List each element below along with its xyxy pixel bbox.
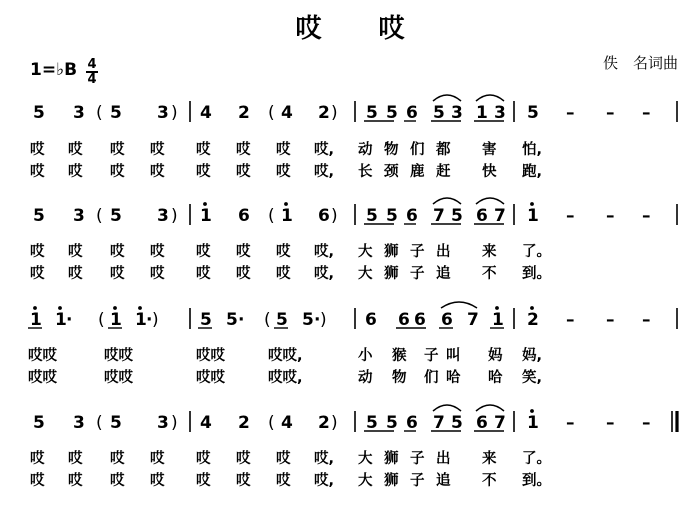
lyric-syllable: 哎哎, (268, 348, 303, 364)
slur (476, 405, 504, 411)
lyric-syllable: 来 (482, 451, 497, 467)
note: 5 (451, 413, 463, 433)
note: 1 (527, 413, 539, 433)
lyric-syllable: 大 (358, 473, 373, 489)
lyric-syllable: 哎 (236, 142, 251, 158)
note: 5 (200, 310, 212, 330)
lyric-syllable: 妈, (522, 348, 543, 364)
dash: – (606, 310, 615, 330)
dash: – (606, 206, 615, 226)
lyric-syllable: 了。 (522, 451, 551, 467)
dash: – (566, 413, 575, 433)
lyric-syllable: 哎 (110, 266, 125, 282)
octave-dot (113, 306, 117, 310)
lyric-syllable: 到。 (522, 266, 551, 282)
lyric-syllable: 哎 (236, 266, 251, 282)
lyric-syllable: 哎, (314, 142, 335, 158)
lyric-syllable: 追 (436, 266, 451, 282)
note: 6 (406, 103, 418, 123)
note: 2 (238, 103, 250, 123)
lyric-syllable: 了。 (522, 244, 551, 260)
lyric-syllable: 哎哎 (28, 370, 57, 386)
octave-dot (203, 202, 207, 206)
note: 4 (200, 413, 212, 433)
note: 7 (467, 310, 479, 330)
dash: – (642, 310, 651, 330)
lyric-syllable: 子 (410, 244, 425, 260)
time-signature-top: 4 (87, 57, 97, 72)
note: 5 (366, 206, 378, 226)
note: 3 (494, 103, 506, 123)
note: 5 (110, 413, 122, 433)
lyric-syllable: 跑, (522, 164, 543, 180)
note: 3 (451, 103, 463, 123)
paren: ) (171, 103, 178, 123)
lyric-syllable: 哎 (110, 451, 125, 467)
note: 1 (492, 310, 504, 330)
note: 1 (476, 103, 488, 123)
slur (433, 198, 461, 204)
lyric-syllable: 哎 (68, 142, 83, 158)
lyric-syllable: 哎哎, (268, 370, 303, 386)
lyric-syllable: 哎 (196, 164, 211, 180)
lyric-syllable: 不 (482, 266, 497, 282)
dash: – (566, 310, 575, 330)
lyric-syllable: 哎 (150, 244, 165, 260)
lyric-syllable: 长 (358, 164, 373, 180)
dash: – (566, 206, 575, 226)
note: 5 (366, 413, 378, 433)
lyric-syllable: 哎, (314, 244, 335, 260)
lyric-syllable: 哎 (236, 244, 251, 260)
note: 4 (200, 103, 212, 123)
paren: ) (331, 413, 338, 433)
lyric-syllable: 大 (358, 244, 373, 260)
note: 3 (157, 103, 169, 123)
lyric-syllable: 哎, (314, 451, 335, 467)
note: 2 (527, 310, 539, 330)
high-octave-dot (530, 409, 534, 413)
note: 1 (55, 310, 67, 330)
note: 6 (318, 206, 330, 226)
lyric-syllable: 哎哎 (196, 370, 225, 386)
lyric-syllable: 来 (482, 244, 497, 260)
paren: ( (96, 413, 103, 433)
lyric-syllable: 猴 (392, 348, 407, 364)
note: 3 (73, 413, 85, 433)
paren: ( (96, 103, 103, 123)
note: 6 (414, 310, 426, 330)
lyric-syllable: 大 (358, 451, 373, 467)
note: 7 (433, 206, 445, 226)
note: 5 (433, 103, 445, 123)
lyric-syllable: 动 (358, 370, 373, 386)
note: 5 (386, 206, 398, 226)
lyric-syllable: 哎 (68, 244, 83, 260)
lyric-syllable: 快 (482, 164, 497, 180)
slur (476, 95, 504, 101)
lyric-syllable: 哎 (236, 451, 251, 467)
lyric-syllable: 哎 (276, 244, 291, 260)
lyric-syllable: 动 (358, 142, 373, 158)
octave-dot (33, 306, 37, 310)
lyric-syllable: 哎 (68, 266, 83, 282)
lyric-syllable: 哎 (68, 473, 83, 489)
lyric-syllable: 哎 (30, 266, 45, 282)
lyric-syllable: 哎 (30, 142, 45, 158)
lyric-syllable: 哎 (110, 164, 125, 180)
lyric-syllable: 哎 (236, 473, 251, 489)
lyric-syllable: 哎, (314, 164, 335, 180)
note: 3 (73, 103, 85, 123)
lyric-syllable: 哎 (196, 451, 211, 467)
note: 6 (238, 206, 250, 226)
paren: ( (268, 413, 275, 433)
note: 5 (366, 103, 378, 123)
octave-dot (58, 306, 62, 310)
lyric-syllable: 哎 (196, 142, 211, 158)
lyric-syllable: 追 (436, 473, 451, 489)
note: 6 (406, 413, 418, 433)
paren: ( (96, 206, 103, 226)
lyric-syllable: 哎 (150, 451, 165, 467)
lyric-syllable: 鹿 (410, 164, 425, 180)
note: 5 (226, 310, 238, 330)
slur (433, 95, 461, 101)
note: 3 (157, 206, 169, 226)
key-signature: 1=♭B (30, 60, 78, 80)
slur (433, 405, 461, 411)
lyric-syllable: 都 (436, 142, 451, 158)
note: 2 (238, 413, 250, 433)
dash: – (642, 413, 651, 433)
paren: ( (98, 310, 105, 330)
lyric-syllable: 怕, (522, 142, 543, 158)
paren: ( (268, 206, 275, 226)
lyric-syllable: 哎 (150, 473, 165, 489)
lyric-syllable: 哎 (110, 473, 125, 489)
lyric-syllable: 哎 (236, 164, 251, 180)
credit: 佚 名词曲 (602, 54, 678, 72)
note: 6 (476, 206, 488, 226)
lyric-syllable: 子 (424, 348, 439, 364)
note: 6 (476, 413, 488, 433)
note: 5 (276, 310, 288, 330)
lyric-syllable: 物 (392, 370, 407, 386)
lyric-syllable: 们 (424, 370, 439, 386)
paren: ) (171, 413, 178, 433)
lyric-syllable: 们 (410, 142, 425, 158)
note: 5 (386, 413, 398, 433)
note: 1 (135, 310, 147, 330)
note: 1 (200, 206, 212, 226)
lyric-syllable: 赶 (436, 164, 451, 180)
lyric-syllable: 妈 (488, 348, 503, 364)
title-char-2: 哎 (378, 14, 405, 44)
lyric-syllable: 物 (384, 142, 399, 158)
lyric-syllable: 哎哎 (104, 370, 133, 386)
note: 5 (110, 103, 122, 123)
paren: ) (331, 103, 338, 123)
note: 7 (494, 206, 506, 226)
lyric-syllable: 哎哎 (104, 348, 133, 364)
paren: ) (152, 310, 159, 330)
slur (441, 302, 477, 308)
dash: – (566, 103, 575, 123)
note: 1 (527, 206, 539, 226)
lyric-syllable: 小 (358, 348, 373, 364)
octave-dot (495, 306, 499, 310)
note: 6 (365, 310, 377, 330)
lyric-syllable: 哎 (276, 266, 291, 282)
high-octave-dot (530, 202, 534, 206)
lyric-syllable: 大 (358, 266, 373, 282)
lyric-syllable: 出 (436, 244, 451, 260)
lyric-syllable: 到。 (522, 473, 551, 489)
dash: – (642, 103, 651, 123)
dash: – (606, 413, 615, 433)
lyric-syllable: 哎 (196, 473, 211, 489)
dash: – (606, 103, 615, 123)
octave-dot (138, 306, 142, 310)
slur (476, 198, 504, 204)
paren: ) (331, 206, 338, 226)
lyric-syllable: 哎 (30, 451, 45, 467)
note: 1 (281, 206, 293, 226)
lyric-syllable: 哎 (30, 164, 45, 180)
note: 7 (494, 413, 506, 433)
note: 5 (33, 413, 45, 433)
lyric-syllable: 害 (482, 142, 497, 158)
lyric-syllable: 子 (410, 266, 425, 282)
lyric-syllable: 哎 (68, 451, 83, 467)
lyric-syllable: 哎哎 (196, 348, 225, 364)
time-signature-bottom: 4 (87, 72, 97, 87)
lyric-syllable: 哎 (68, 164, 83, 180)
lyric-syllable: 哎 (150, 164, 165, 180)
note: 5 (451, 206, 463, 226)
lyric-syllable: 哎 (110, 244, 125, 260)
note: 2 (318, 413, 330, 433)
aug-dot: · (238, 310, 245, 330)
lyric-syllable: 狮 (384, 244, 399, 260)
note: 7 (433, 413, 445, 433)
note: 5 (33, 103, 45, 123)
note: 6 (406, 206, 418, 226)
octave-dot (530, 306, 534, 310)
lyric-syllable: 哎 (150, 142, 165, 158)
lyric-syllable: 狮 (384, 473, 399, 489)
paren: ) (171, 206, 178, 226)
lyric-syllable: 哎 (276, 473, 291, 489)
lyric-syllable: 出 (436, 451, 451, 467)
lyric-syllable: 狮 (384, 451, 399, 467)
lyric-syllable: 哈 (446, 370, 461, 386)
lyric-syllable: 哎 (150, 266, 165, 282)
lyric-syllable: 哎哎 (28, 348, 57, 364)
note: 6 (441, 310, 453, 330)
note: 5 (527, 103, 539, 123)
paren: ) (320, 310, 327, 330)
lyric-syllable: 哎, (314, 266, 335, 282)
lyric-syllable: 笑, (522, 370, 543, 386)
lyric-syllable: 哎 (276, 451, 291, 467)
lyric-syllable: 哎 (196, 244, 211, 260)
lyric-syllable: 子 (410, 451, 425, 467)
note: 1 (30, 310, 42, 330)
lyric-syllable: 哎 (276, 164, 291, 180)
octave-dot (284, 202, 288, 206)
aug-dot: · (314, 310, 321, 330)
note: 5 (386, 103, 398, 123)
lyric-syllable: 狮 (384, 266, 399, 282)
lyric-syllable: 颈 (384, 164, 399, 180)
title-char-1: 哎 (295, 14, 322, 44)
lyric-syllable: 不 (482, 473, 497, 489)
note: 3 (157, 413, 169, 433)
lyric-syllable: 哎 (110, 142, 125, 158)
note: 2 (318, 103, 330, 123)
lyric-syllable: 哎 (196, 266, 211, 282)
note: 6 (398, 310, 410, 330)
note: 5 (110, 206, 122, 226)
paren: ( (268, 103, 275, 123)
dash: – (642, 206, 651, 226)
lyric-syllable: 子 (410, 473, 425, 489)
lyric-syllable: 哎 (30, 473, 45, 489)
note: 4 (281, 413, 293, 433)
note: 3 (73, 206, 85, 226)
note: 5 (302, 310, 314, 330)
paren: ( (264, 310, 271, 330)
lyric-syllable: 哎, (314, 473, 335, 489)
lyric-syllable: 叫 (446, 348, 461, 364)
lyric-syllable: 哎 (276, 142, 291, 158)
note: 1 (110, 310, 122, 330)
aug-dot: · (146, 310, 153, 330)
lyric-syllable: 哈 (488, 370, 503, 386)
lyric-syllable: 哎 (30, 244, 45, 260)
note: 4 (281, 103, 293, 123)
note: 5 (33, 206, 45, 226)
aug-dot: · (66, 310, 73, 330)
